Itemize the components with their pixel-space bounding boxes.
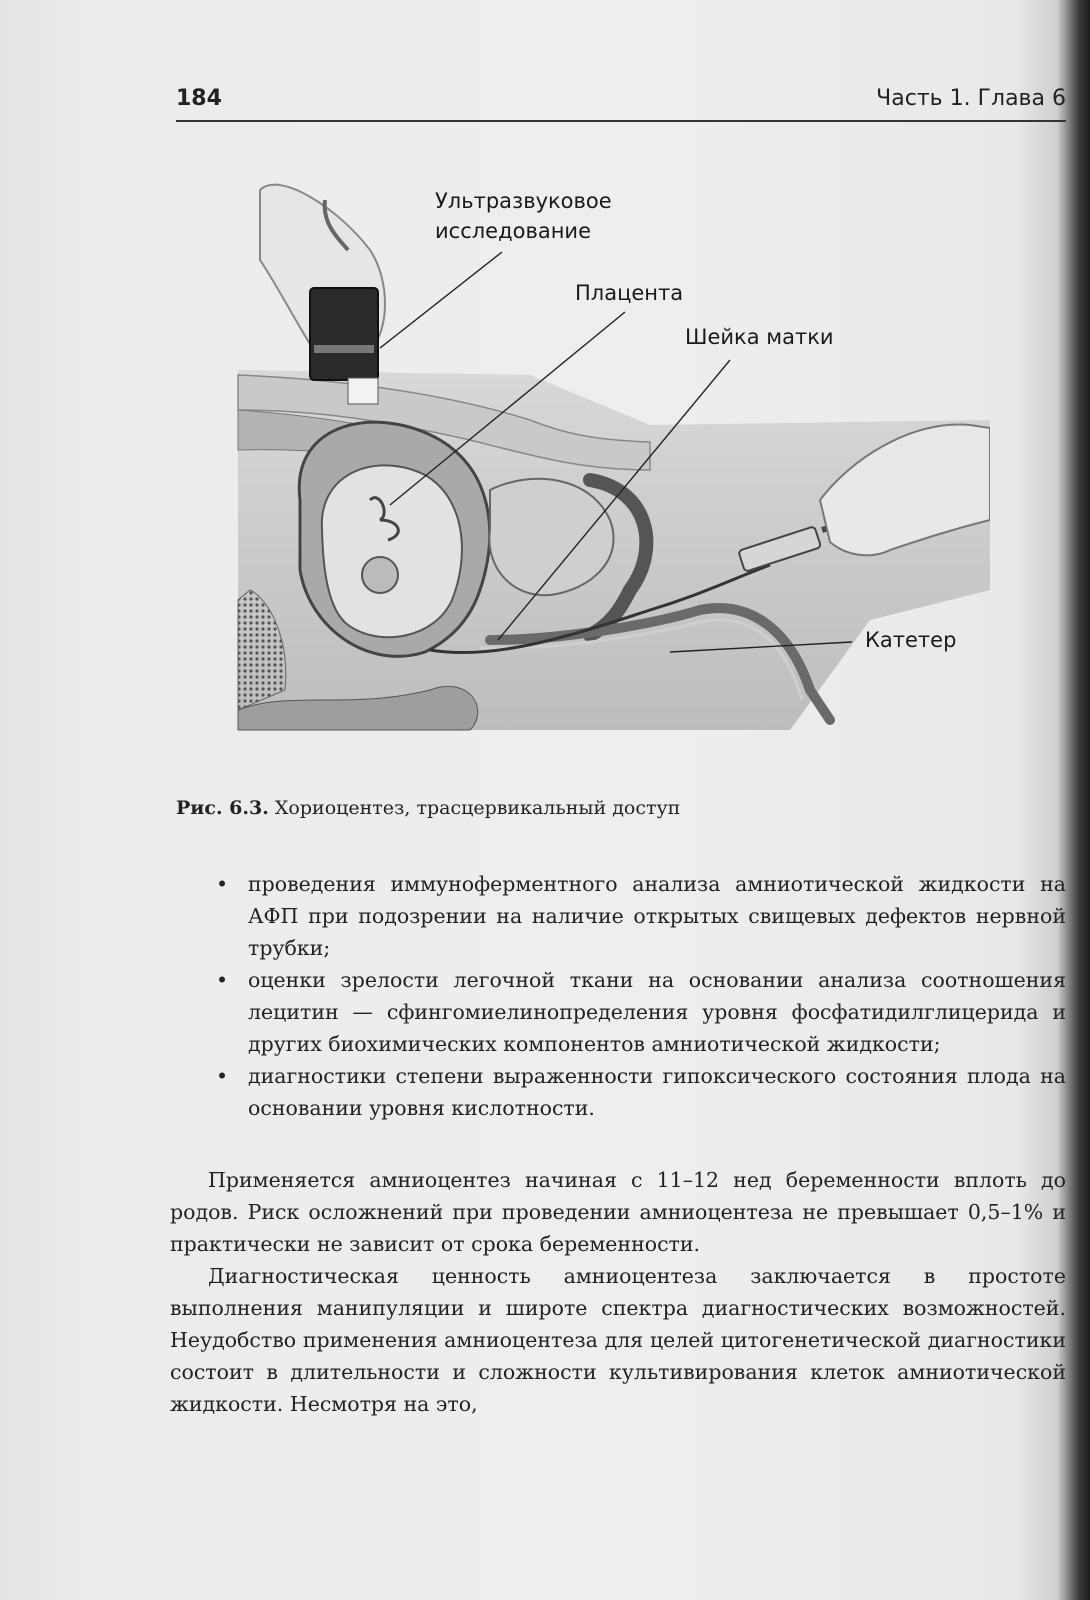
page-number: 184 (176, 86, 222, 111)
list-item-text: диагностики степени выраженности гипоксического состояния плода на основании уровня кислотности. (248, 1064, 1066, 1120)
list-item-text: оценки зрелости легочной ткани на основании анализа соотношения лецитин — сфингомиелинопределения уровня фосфатидилглицерида и других биохимических компонентов амниотической жидкости; (248, 968, 1066, 1056)
list-item (210, 964, 1066, 1060)
bullet-list (210, 868, 1066, 1124)
anatomical-illustration (230, 170, 990, 770)
callout-ultrasound (435, 186, 612, 246)
callout-ultrasound-line1: Ультразвуковое (435, 189, 612, 213)
ultrasound-probe (310, 288, 378, 380)
chapter-reference: Часть 1. Глава 6 (876, 86, 1066, 111)
figure-caption (176, 794, 1056, 822)
list-item (210, 868, 1066, 964)
probe-tip (348, 378, 378, 404)
header-rule (176, 120, 1066, 122)
callout-placenta: Плацента (575, 281, 684, 305)
list-item (210, 1060, 1066, 1124)
bullet-marker: • (216, 1064, 229, 1088)
list-item-text: проведения иммуноферментного анализа амниотической жидкости на АФП при подозрении на наличие открытых свищевых дефектов нервной трубки; (248, 872, 1066, 960)
amniotic-sac (322, 465, 462, 637)
body-paragraph: Диагностическая ценность амниоцентеза заключается в простоте выполнения манипуляции и широте спектра диагностических возможностей. Неудобство применения амниоцентеза для целей цитогенетической диагностики состоит в длительности и сложности культивирования клеток амниотической жидкости. Несмотря на это, (170, 1264, 1066, 1416)
body-paragraph: Применяется амниоцентез начиная с 11–12 нед беременности вплоть до родов. Риск осложнений при проведении амниоцентеза не превышает 0,5–1% и практически не зависит от срока беременности. (170, 1168, 1066, 1256)
leader-line-ultrasound (380, 252, 502, 348)
bullet-marker: • (216, 968, 229, 992)
callout-cervix: Шейка матки (685, 325, 834, 349)
figure-caption-text: Хориоцентез, трасцервикальный доступ (274, 797, 681, 819)
probe-stripe (314, 345, 374, 353)
figure-number: Рис. 6.3. (176, 797, 269, 819)
callout-catheter: Катетер (865, 628, 957, 652)
fetus (362, 557, 398, 593)
figure-chorionic-villus-sampling (230, 170, 990, 770)
callout-ultrasound-line2: исследование (435, 219, 591, 243)
bullet-marker: • (216, 872, 229, 896)
running-head (176, 86, 1066, 120)
